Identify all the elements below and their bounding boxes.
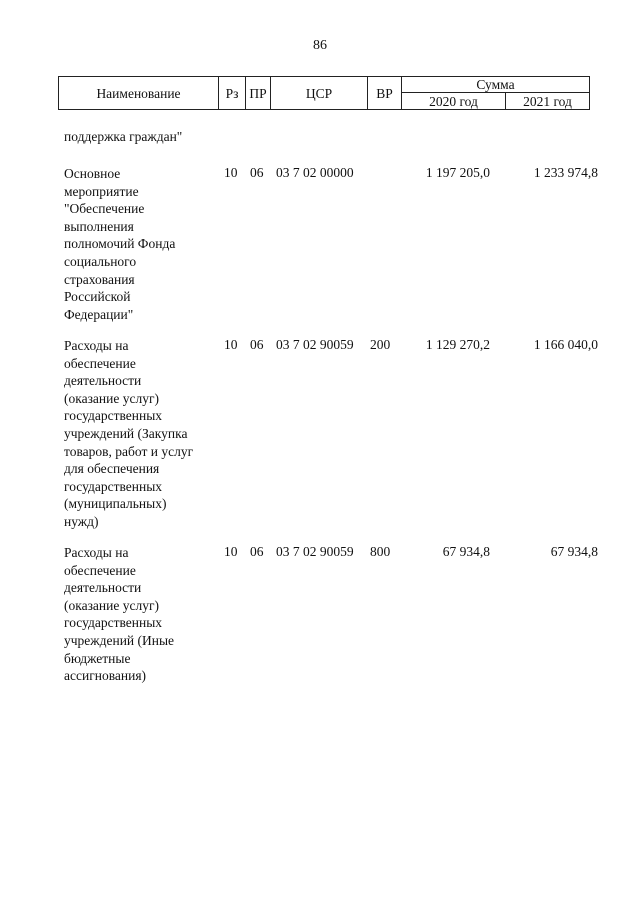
row-sum-2020: 1 197 205,0 bbox=[425, 165, 490, 180]
header-vr: ВР bbox=[368, 77, 402, 110]
continuation-text: поддержка граждан" bbox=[64, 129, 183, 144]
header-year-2020: 2020 год bbox=[402, 93, 506, 110]
row-pr: 06 bbox=[250, 337, 264, 352]
table-header bbox=[58, 76, 590, 110]
row-name: Расходы на обеспечение деятельности (оказание услуг) государственных учреждений (Иные бюджетные ассигнования) bbox=[64, 545, 175, 684]
row-csr: 03 7 02 90059 bbox=[276, 337, 354, 352]
row-rz: 10 bbox=[224, 165, 238, 180]
row-vr: 200 bbox=[370, 337, 391, 352]
header-name: Наименование bbox=[59, 77, 219, 110]
row-name: Расходы на обеспечение деятельности (оказание услуг) государственных учреждений (Закупка товаров, работ и услуг для обеспечения государственных (муниципальных) нужд) bbox=[64, 338, 194, 529]
row-name: Основное мероприятие "Обеспечение выполнения полномочий Фонда социального страхования Российской Федерации" bbox=[64, 166, 176, 322]
row-sum-2021: 1 233 974,8 bbox=[533, 165, 598, 180]
header-csr: ЦСР bbox=[271, 77, 368, 110]
row-sum-2020: 67 934,8 bbox=[442, 544, 490, 559]
row-csr: 03 7 02 90059 bbox=[276, 544, 354, 559]
row-rz: 10 bbox=[224, 544, 238, 559]
row-csr: 03 7 02 00000 bbox=[276, 165, 354, 180]
page-number: 86 bbox=[313, 38, 327, 53]
header-rz: Рз bbox=[219, 77, 246, 110]
row-sum-2021: 1 166 040,0 bbox=[533, 337, 598, 352]
row-pr: 06 bbox=[250, 165, 264, 180]
header-year-2021: 2021 год bbox=[506, 93, 590, 110]
row-pr: 06 bbox=[250, 544, 264, 559]
row-sum-2021: 67 934,8 bbox=[550, 544, 598, 559]
row-sum-2020: 1 129 270,2 bbox=[425, 337, 490, 352]
row-vr: 800 bbox=[370, 544, 391, 559]
header-pr: ПР bbox=[246, 77, 271, 110]
row-rz: 10 bbox=[224, 337, 238, 352]
header-sum: Сумма bbox=[402, 77, 590, 93]
